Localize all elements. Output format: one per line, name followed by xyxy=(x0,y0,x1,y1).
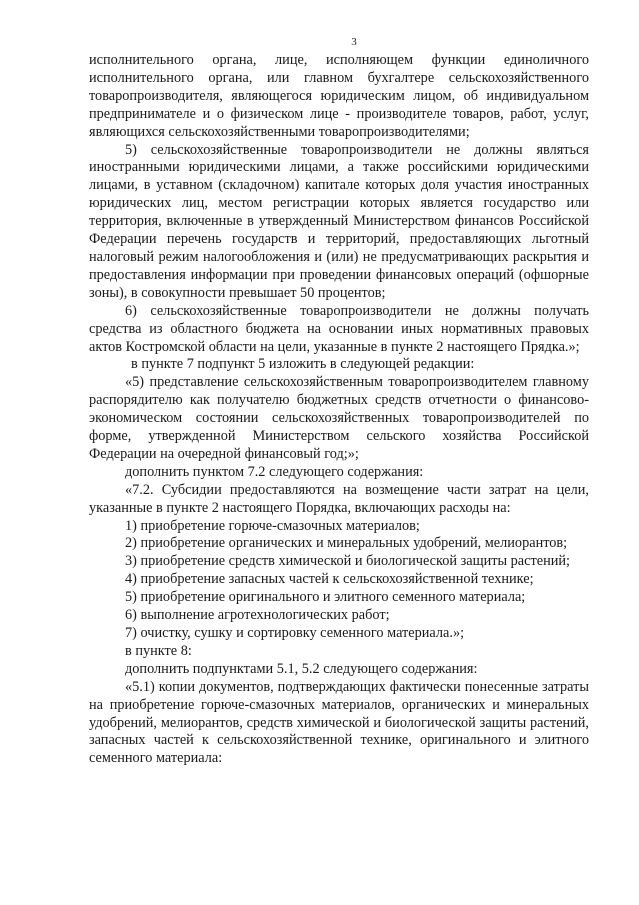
list-item-3: 3) приобретение средств химической и биологической защиты растений; xyxy=(125,553,571,570)
list-item-2: 2) приобретение органических и минеральных удобрений, мелиорантов; xyxy=(125,535,568,552)
list-item-4: 4) приобретение запасных частей к сельскохозяйственной технике; xyxy=(125,571,534,588)
paragraph-continuation: исполнительного органа, лице, исполняющем функции единоличного исполнительного органа, или главном бухгалтере сельскохозяйственного товаропроизводителя, являющегося юридическим лицом, об индивидуальном предпринимателе и о физическом лице - производителе товаров, работ, услуг, являющихся сельскохозяйственными товаропроизводителями; xyxy=(89,52,589,140)
paragraph-amend-8: в пункте 8: xyxy=(125,642,192,659)
paragraph-item-5: 5) сельскохозяйственные товаропроизводители не должны являться иностранными юридическими лицами, а также российскими юридическими лицами, в уставном (складочном) капитале которых доля участия иностранных юридических лиц, местом регистрации которых является государство или территория, включенные в утвержденный Министерством финансов Российской Федерации перечень государств и территорий, предоставляющих льготный налоговый режим налогообложения и (или) не предусматривающих раскрытия и предоставления информации при проведении финансовых операций (офшорные зоны), в совокупности превышает 50 процентов; xyxy=(89,141,589,301)
paragraph-5-1: «5.1) копии документов, подтверждающих фактически понесенные затраты на приобретение горюче-смазочных материалов, органических и минеральных удобрений, мелиорантов, средств химической и биологической защиты растений, запасных частей к сельскохозяйственной технике, оригинального и элитного семенного материала: xyxy=(89,678,589,767)
list-item-1: 1) приобретение горюче-смазочных материалов; xyxy=(125,517,420,534)
paragraph-7-2: «7.2. Субсидии предоставляются на возмещение части затрат на цели, указанные в пункте 2 настоящего Порядка, включающих расходы на: xyxy=(89,481,589,516)
paragraph-subitem-5: «5) представление сельскохозяйственным товаропроизводителем главному распорядителю как получателю бюджетных средств отчетности о финансово-экономическом состоянии сельскохозяйственных товаропроизводителей по форме, утвержденной Министерством сельского хозяйства Российской Федерации на очередной финансовый год;»; xyxy=(89,374,589,462)
paragraph-add-7-2: дополнить пунктом 7.2 следующего содержания: xyxy=(125,463,424,480)
paragraph-item-6: 6) сельскохозяйственные товаропроизводители не должны получать средства из областного бюджета на основании иных нормативных правовых актов Костромской области на цели, указанные в пункте 2 настоящего Прядка.»; xyxy=(89,302,589,355)
page-number: 3 xyxy=(351,36,357,48)
paragraph-amend-7: в пункте 7 подпункт 5 изложить в следующей редакции: xyxy=(131,356,475,373)
list-item-6: 6) выполнение агротехнологических работ; xyxy=(125,607,390,624)
list-item-5: 5) приобретение оригинального и элитного семенного материала; xyxy=(125,589,526,606)
paragraph-add-5-1-5-2: дополнить подпунктами 5.1, 5.2 следующего содержания: xyxy=(125,660,478,677)
list-item-7: 7) очистку, сушку и сортировку семенного материала.»; xyxy=(125,625,465,641)
